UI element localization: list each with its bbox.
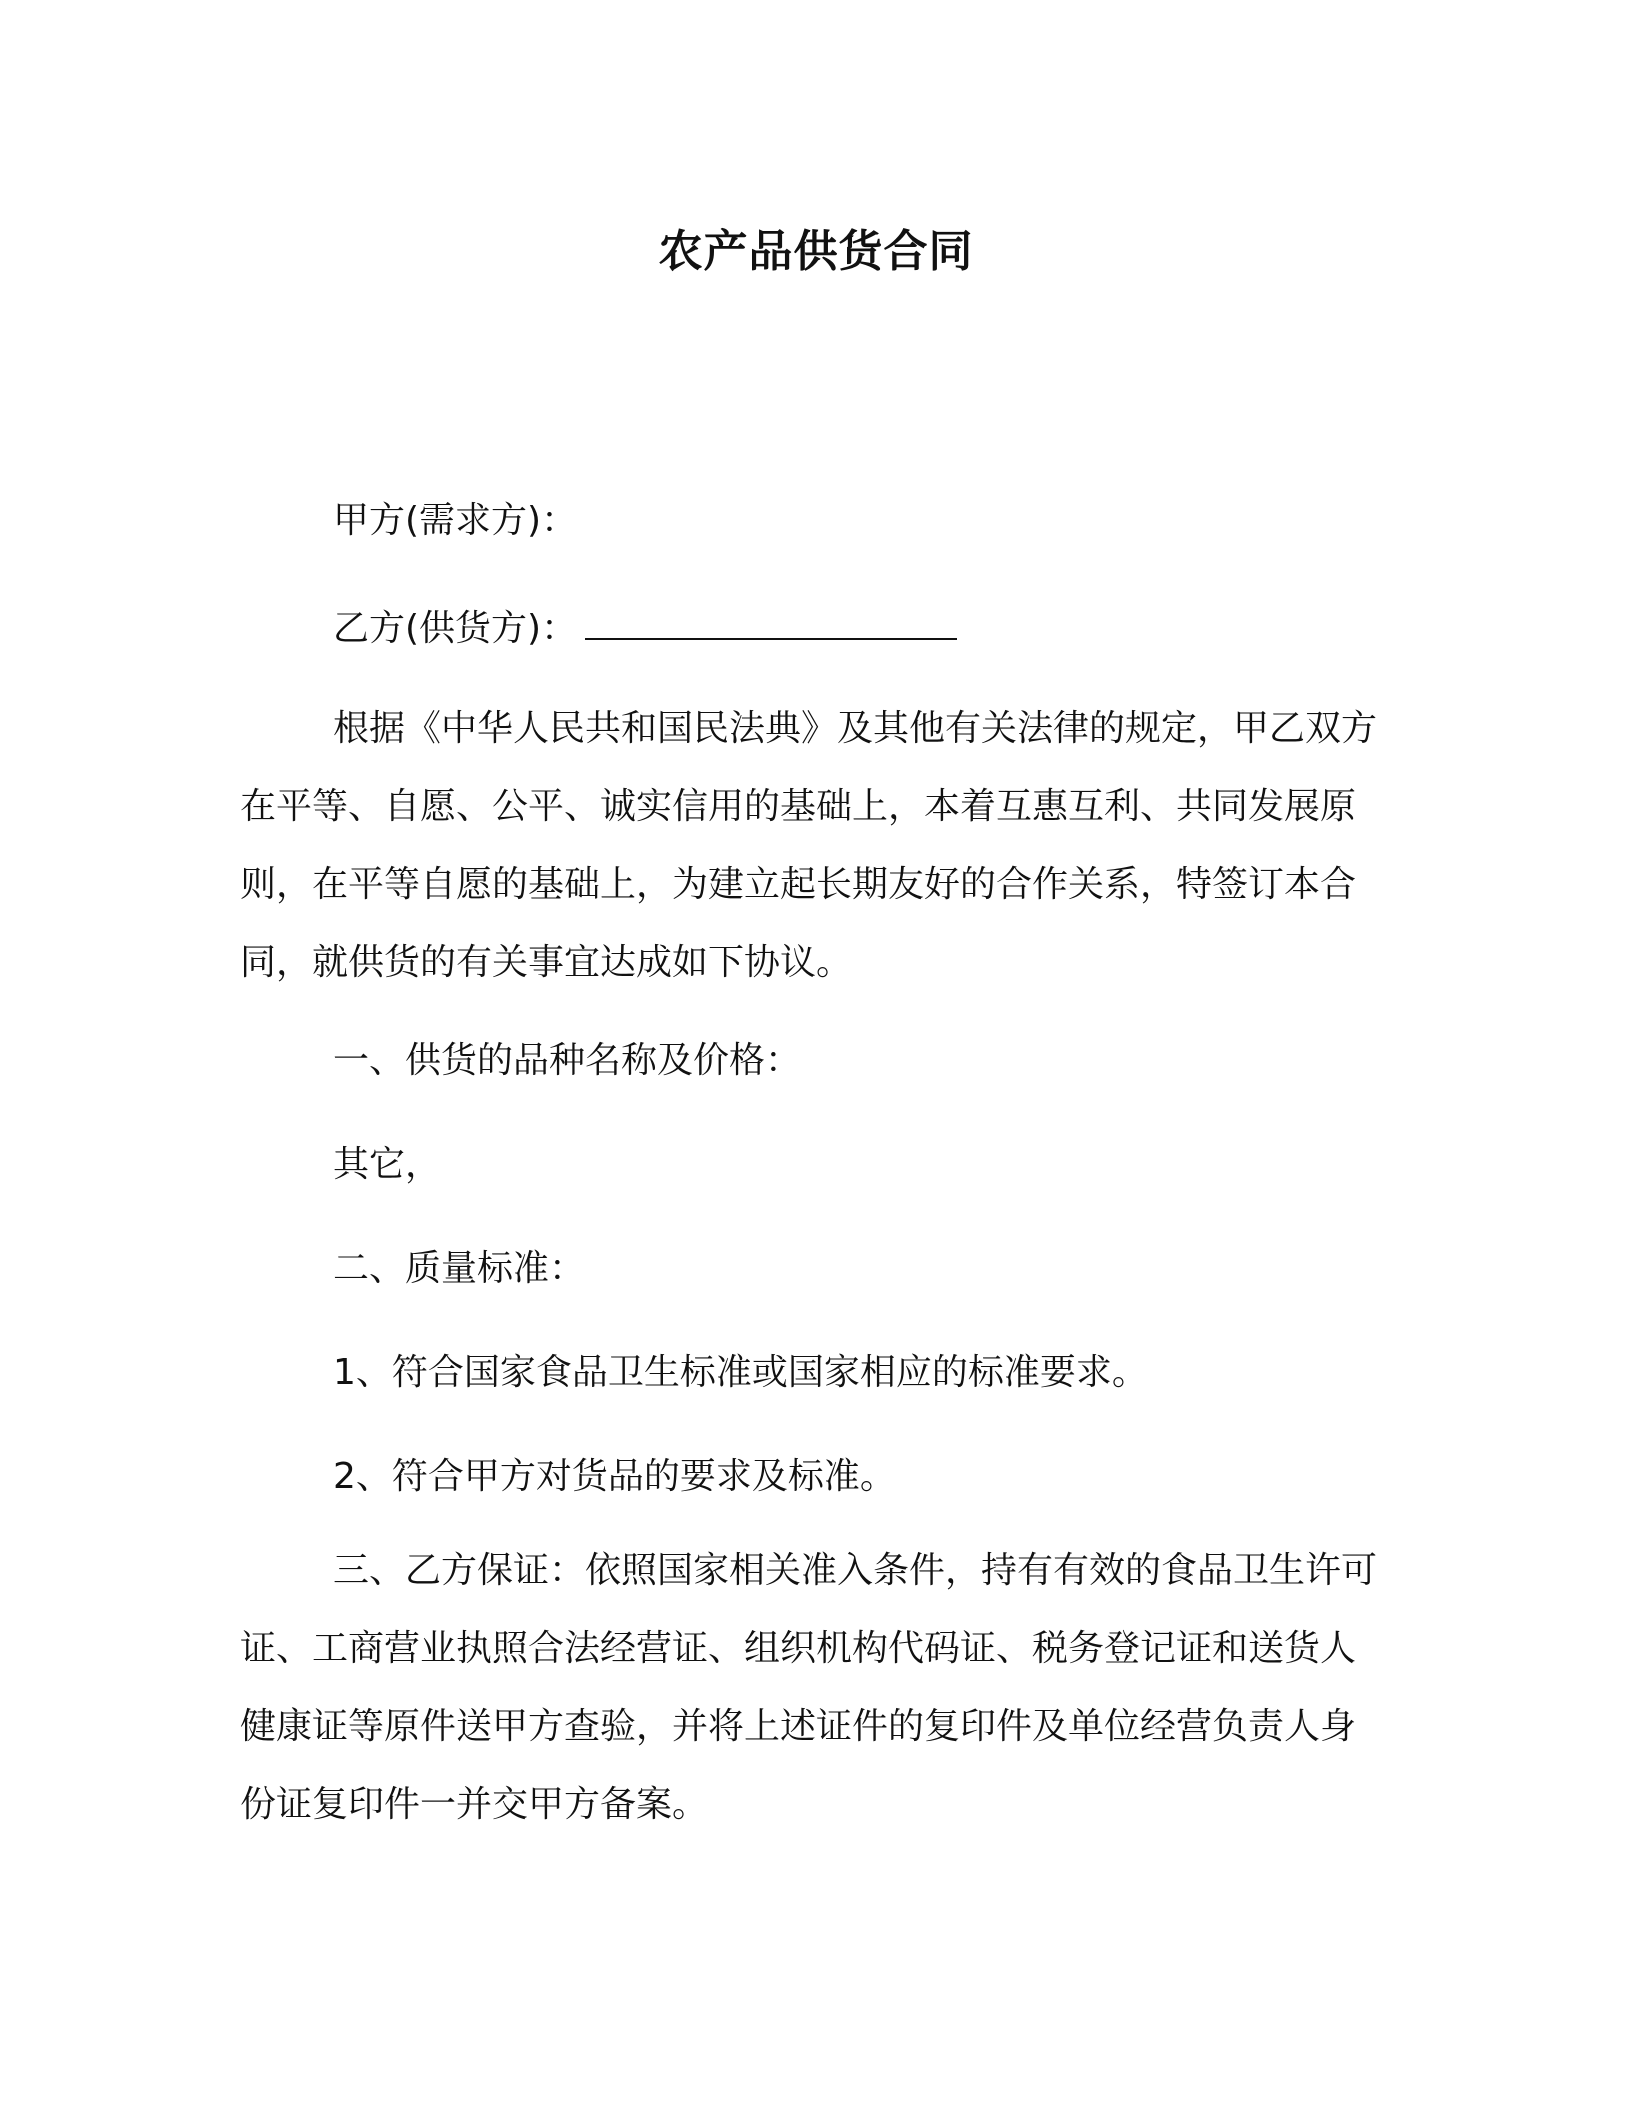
document-title: 农产品供货合同: [658, 226, 974, 277]
party-a-label: 甲方(需求方)：: [333, 500, 578, 541]
section2-heading: 二、质量标准：: [333, 1248, 586, 1289]
party-a-line: [333, 496, 577, 546]
section3-paragraph: 三、乙方保证：依照国家相关准入条件，持有有效的食品卫生许可证、工商营业执照合法经营证、组织机构代码证、税务登记证和送货人健康证等原件送甲方查验，并将上述证件的复印件及单位经营负责人身份证复印件一并交甲方备案。: [240, 1550, 1378, 1825]
party-b-blank: [585, 600, 957, 640]
section1-heading: 一、供货的品种名称及价格：: [333, 1040, 802, 1081]
party-b-line: [333, 600, 957, 654]
intro-paragraph: 根据《中华人民共和国民法典》及其他有关法律的规定，甲乙双方在平等、自愿、公平、诚实信用的基础上，本着互惠互利、共同发展原则，在平等自愿的基础上，为建立起长期友好的合作关系，特签订本合同，就供货的有关事宜达成如下协议。: [240, 708, 1378, 983]
section2-item1: 1、符合国家食品卫生标准或国家相应的标准要求。: [333, 1352, 1148, 1393]
section2-item2: 2、符合甲方对货品的要求及标准。: [333, 1456, 896, 1497]
party-b-label: 乙方(供货方)：: [333, 608, 578, 649]
section1-other: 其它，: [333, 1144, 442, 1185]
